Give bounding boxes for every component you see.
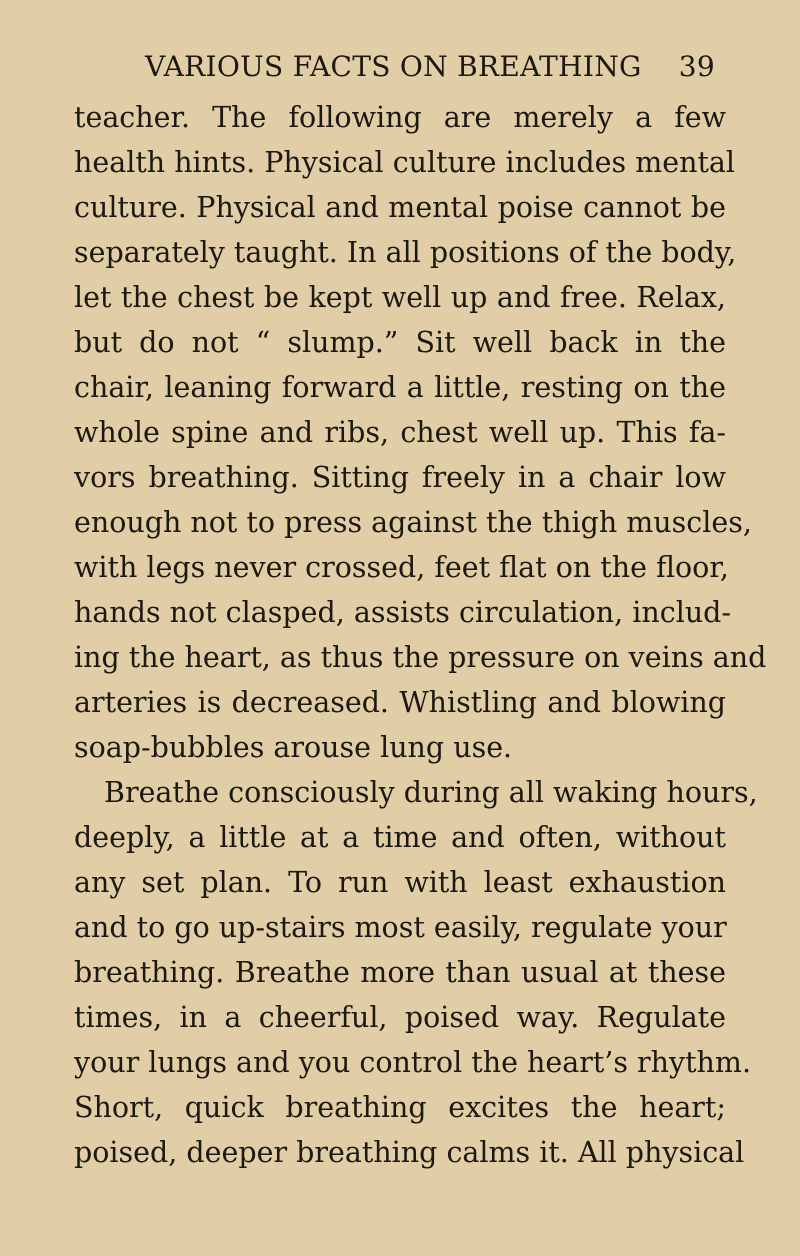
text-line: with legs never crossed, feet flat on the floor,: [74, 551, 729, 584]
text-line: arteries is decreased. Whistling and blowing: [74, 686, 726, 719]
text-line: your lungs and you control the heart’s rhythm.: [74, 1046, 752, 1079]
text-line: any set plan. To run with least exhaustion: [74, 866, 726, 899]
running-head: [145, 42, 715, 90]
text-line: breathing. Breathe more than usual at these: [74, 956, 726, 989]
text-line: Short, quick breathing excites the heart;: [74, 1091, 726, 1124]
body-text: [74, 95, 767, 1175]
text-line: let the chest be kept well up and free. Relax,: [74, 281, 726, 314]
text-line: times, in a cheerful, poised way. Regulate: [74, 1001, 726, 1034]
text-line: poised, deeper breathing calms it. All physical: [74, 1136, 745, 1169]
text-line: separately taught. In all positions of the body,: [74, 236, 737, 269]
text-line: hands not clasped, assists circulation, includ-: [74, 596, 732, 629]
text-line: but do not “ slump.” Sit well back in the: [74, 326, 726, 359]
text-line: teacher. The following are merely a few: [74, 101, 726, 134]
text-line: enough not to press against the thigh muscles,: [74, 506, 752, 539]
text-line: deeply, a little at a time and often, without: [74, 821, 726, 854]
text-line: chair, leaning forward a little, resting on the: [74, 371, 726, 404]
text-line: vors breathing. Sitting freely in a chair low: [74, 461, 726, 494]
text-line: and to go up-stairs most easily, regulate your: [74, 911, 727, 944]
text-line: health hints. Physical culture includes mental: [74, 146, 736, 179]
running-head-title: VARIOUS FACTS ON BREATHING: [145, 49, 642, 83]
text-line: culture. Physical and mental poise cannot be: [74, 191, 726, 224]
paragraph-start-line: Breathe consciously during all waking hours,: [104, 776, 758, 809]
text-line: ing the heart, as thus the pressure on veins and: [74, 641, 767, 674]
paragraph-end-line: soap-bubbles arouse lung use.: [74, 731, 513, 764]
text-line: whole spine and ribs, chest well up. This fa-: [74, 416, 726, 449]
page-number: 39: [678, 49, 715, 83]
